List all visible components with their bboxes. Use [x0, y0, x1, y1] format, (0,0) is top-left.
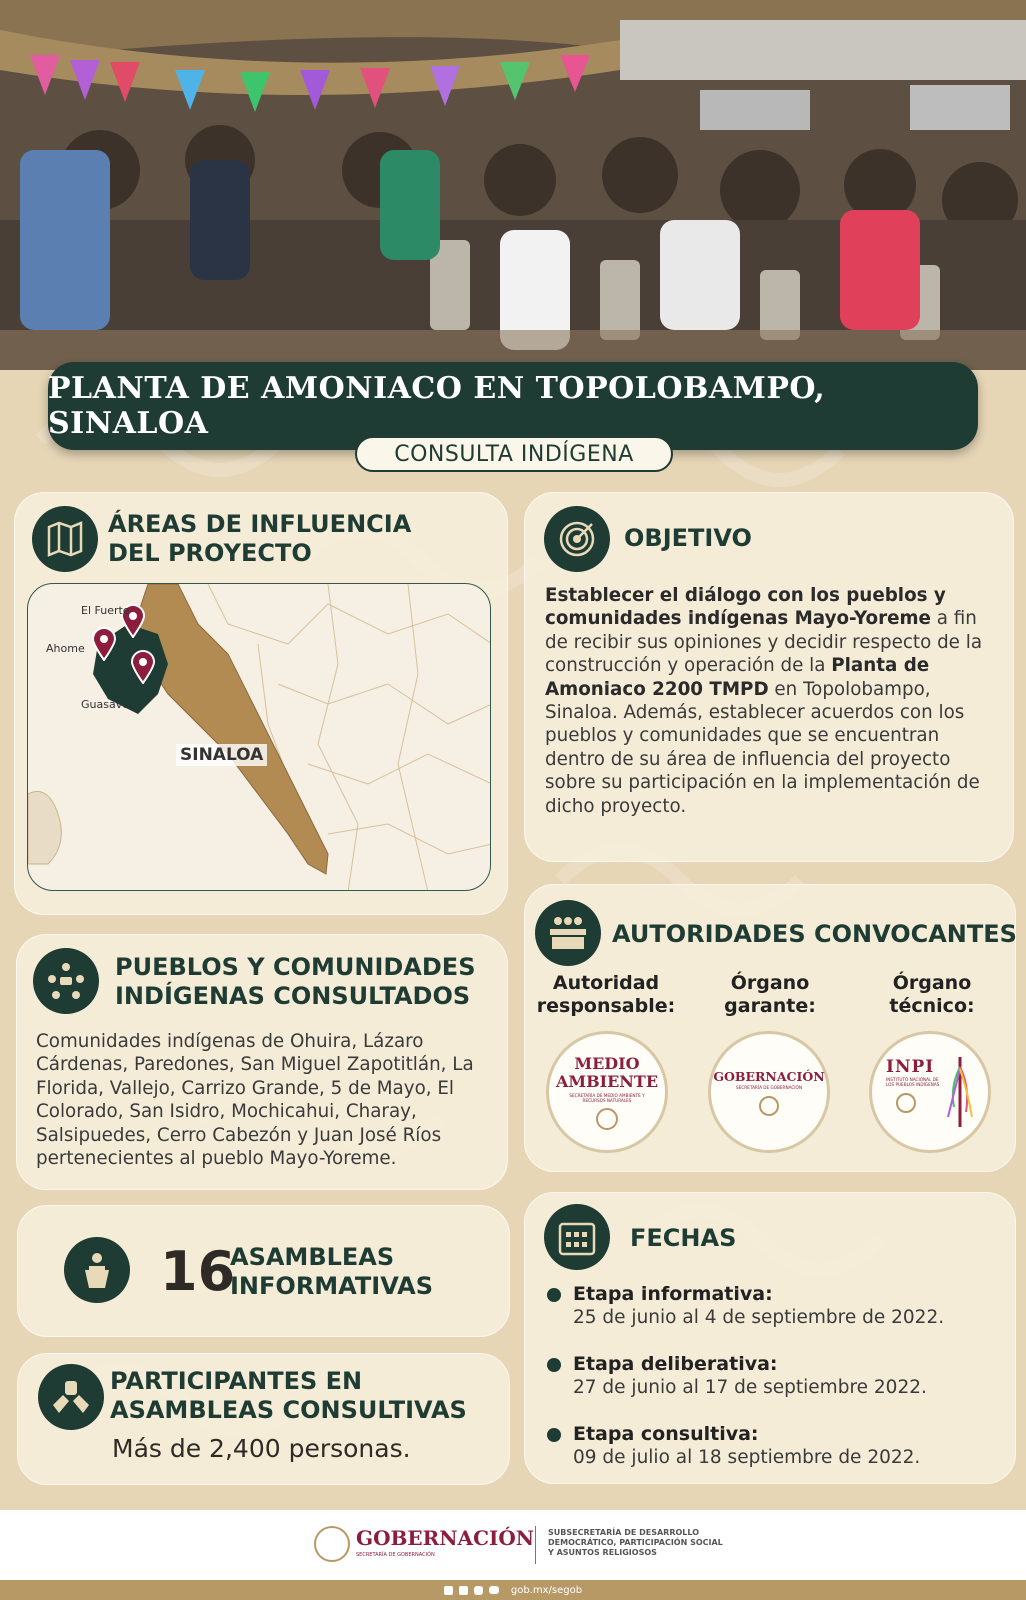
eagle-emblem-icon	[596, 1108, 618, 1130]
medio-ambiente-seal: MEDIO AMBIENTE SECRETARÍA DE MEDIO AMBIENTE Y RECURSOS NATURALES	[546, 1031, 668, 1153]
stage-informativa-dates: 25 de junio al 4 de septiembre de 2022.	[573, 1307, 945, 1328]
influence-map	[27, 583, 491, 891]
autoridades-title: AUTORIDADES CONVOCANTES	[612, 920, 1017, 948]
map-label-guasave: Guasave	[81, 698, 129, 711]
speaker-icon	[64, 1237, 130, 1303]
pueblos-title: PUEBLOS Y COMUNIDADES INDÍGENAS CONSULTADOS	[115, 953, 476, 1010]
map-label-ahome: Ahome	[46, 642, 85, 655]
stage-bullet	[547, 1358, 561, 1372]
inpi-seal: INPI INSTITUTO NACIONAL DE LOS PUEBLOS INDÍGENAS	[869, 1031, 991, 1153]
community-icon	[33, 948, 99, 1014]
stage-bullet	[547, 1288, 561, 1302]
objetivo-text: Establecer el diálogo con los pueblos y comunidades indígenas Mayo-Yoreme a fin de recibir sus opiniones y decidir respecto de la construcción y operación de la Planta de Amoniaco 2200 TMPD en Topolobampo, Sinaloa. Además, establecer acuerdos con los pueblos y comunidades que se encuentran dentro de su área de influencia del proyecto sobre su participación en la implementación de dicho proyecto.	[545, 585, 983, 817]
participantes-value: Más de 2,400 personas.	[112, 1434, 411, 1463]
footer-brand-small: SECRETARÍA DE GOBERNACIÓN	[356, 1552, 435, 1558]
map-label-el-fuerte: El Fuerte	[81, 604, 130, 617]
objetivo-title: OBJETIVO	[624, 524, 752, 552]
stage-informativa-title: Etapa informativa:	[573, 1283, 773, 1305]
ribbons-icon	[946, 1057, 974, 1127]
authority-label-responsable: Autoridad responsable:	[536, 972, 676, 1017]
stage-deliberativa-title: Etapa deliberativa:	[573, 1353, 778, 1375]
map-label-sinaloa: SINALOA	[176, 744, 267, 766]
target-icon	[544, 506, 610, 572]
asambleas-count: 16	[160, 1240, 236, 1303]
stage-deliberativa-dates: 27 de junio al 17 de septiembre 2022.	[573, 1377, 927, 1398]
pin-icon	[130, 650, 156, 684]
instagram-icon[interactable]	[474, 1586, 483, 1595]
header-photo	[0, 0, 1026, 370]
fechas-title: FECHAS	[630, 1224, 737, 1252]
gobernacion-seal: GOBERNACIÓN SECRETARÍA DE GOBERNACIÓN	[708, 1031, 830, 1153]
stage-consultiva-title: Etapa consultiva:	[573, 1423, 759, 1445]
footer-subsecretaria: SUBSECRETARÍA DE DESARROLLO DEMOCRÁTICO, PARTICIPACIÓN SOCIAL Y ASUNTOS RELIGIOSOS	[548, 1528, 723, 1557]
calendar-icon	[544, 1204, 610, 1270]
subtitle-pill: CONSULTA INDÍGENA	[355, 436, 673, 472]
stage-consultiva-dates: 09 de julio al 18 septiembre de 2022.	[573, 1447, 921, 1468]
footer-social-bar	[0, 1580, 1026, 1600]
map-icon	[32, 506, 98, 572]
stage-bullet	[547, 1428, 561, 1442]
authority-label-tecnico: Órgano técnico:	[889, 972, 975, 1017]
facebook-icon[interactable]	[444, 1586, 453, 1595]
footer-divider	[535, 1526, 536, 1564]
pin-icon	[91, 627, 117, 661]
areas-title: ÁREAS DE INFLUENCIA DEL PROYECTO	[108, 510, 412, 567]
eagle-emblem-icon	[759, 1096, 779, 1116]
authorities-icon	[535, 900, 601, 966]
footer	[0, 1510, 1026, 1580]
authority-label-garante: Órgano garante:	[724, 972, 816, 1017]
eagle-emblem-icon	[314, 1526, 350, 1562]
youtube-icon[interactable]	[489, 1586, 499, 1594]
participantes-title: PARTICIPANTES EN ASAMBLEAS CONSULTIVAS	[110, 1367, 467, 1424]
page-title: PLANTA DE AMONIACO EN TOPOLOBAMPO, SINALOA	[48, 371, 826, 441]
hands-icon	[38, 1364, 104, 1430]
footer-brand: GOBERNACIÓN	[356, 1526, 535, 1550]
asambleas-label: ASAMBLEAS INFORMATIVAS	[230, 1243, 433, 1300]
footer-url[interactable]: gob.mx/segob	[510, 1584, 583, 1596]
eagle-emblem-icon	[896, 1093, 916, 1113]
twitter-icon[interactable]	[459, 1586, 468, 1595]
pueblos-text: Comunidades indígenas de Ohuira, Lázaro Cárdenas, Paredones, San Miguel Zapotitlán, La Florida, Vallejo, Carrizo Grande, 5 de Mayo, El Colorado, San Isidro, Mochicahui, Charay, Salsipuedes, Cerro Cabezón y Juan José Ríos pertenecientes al pueblo Mayo-Yoreme.	[36, 1031, 474, 1170]
